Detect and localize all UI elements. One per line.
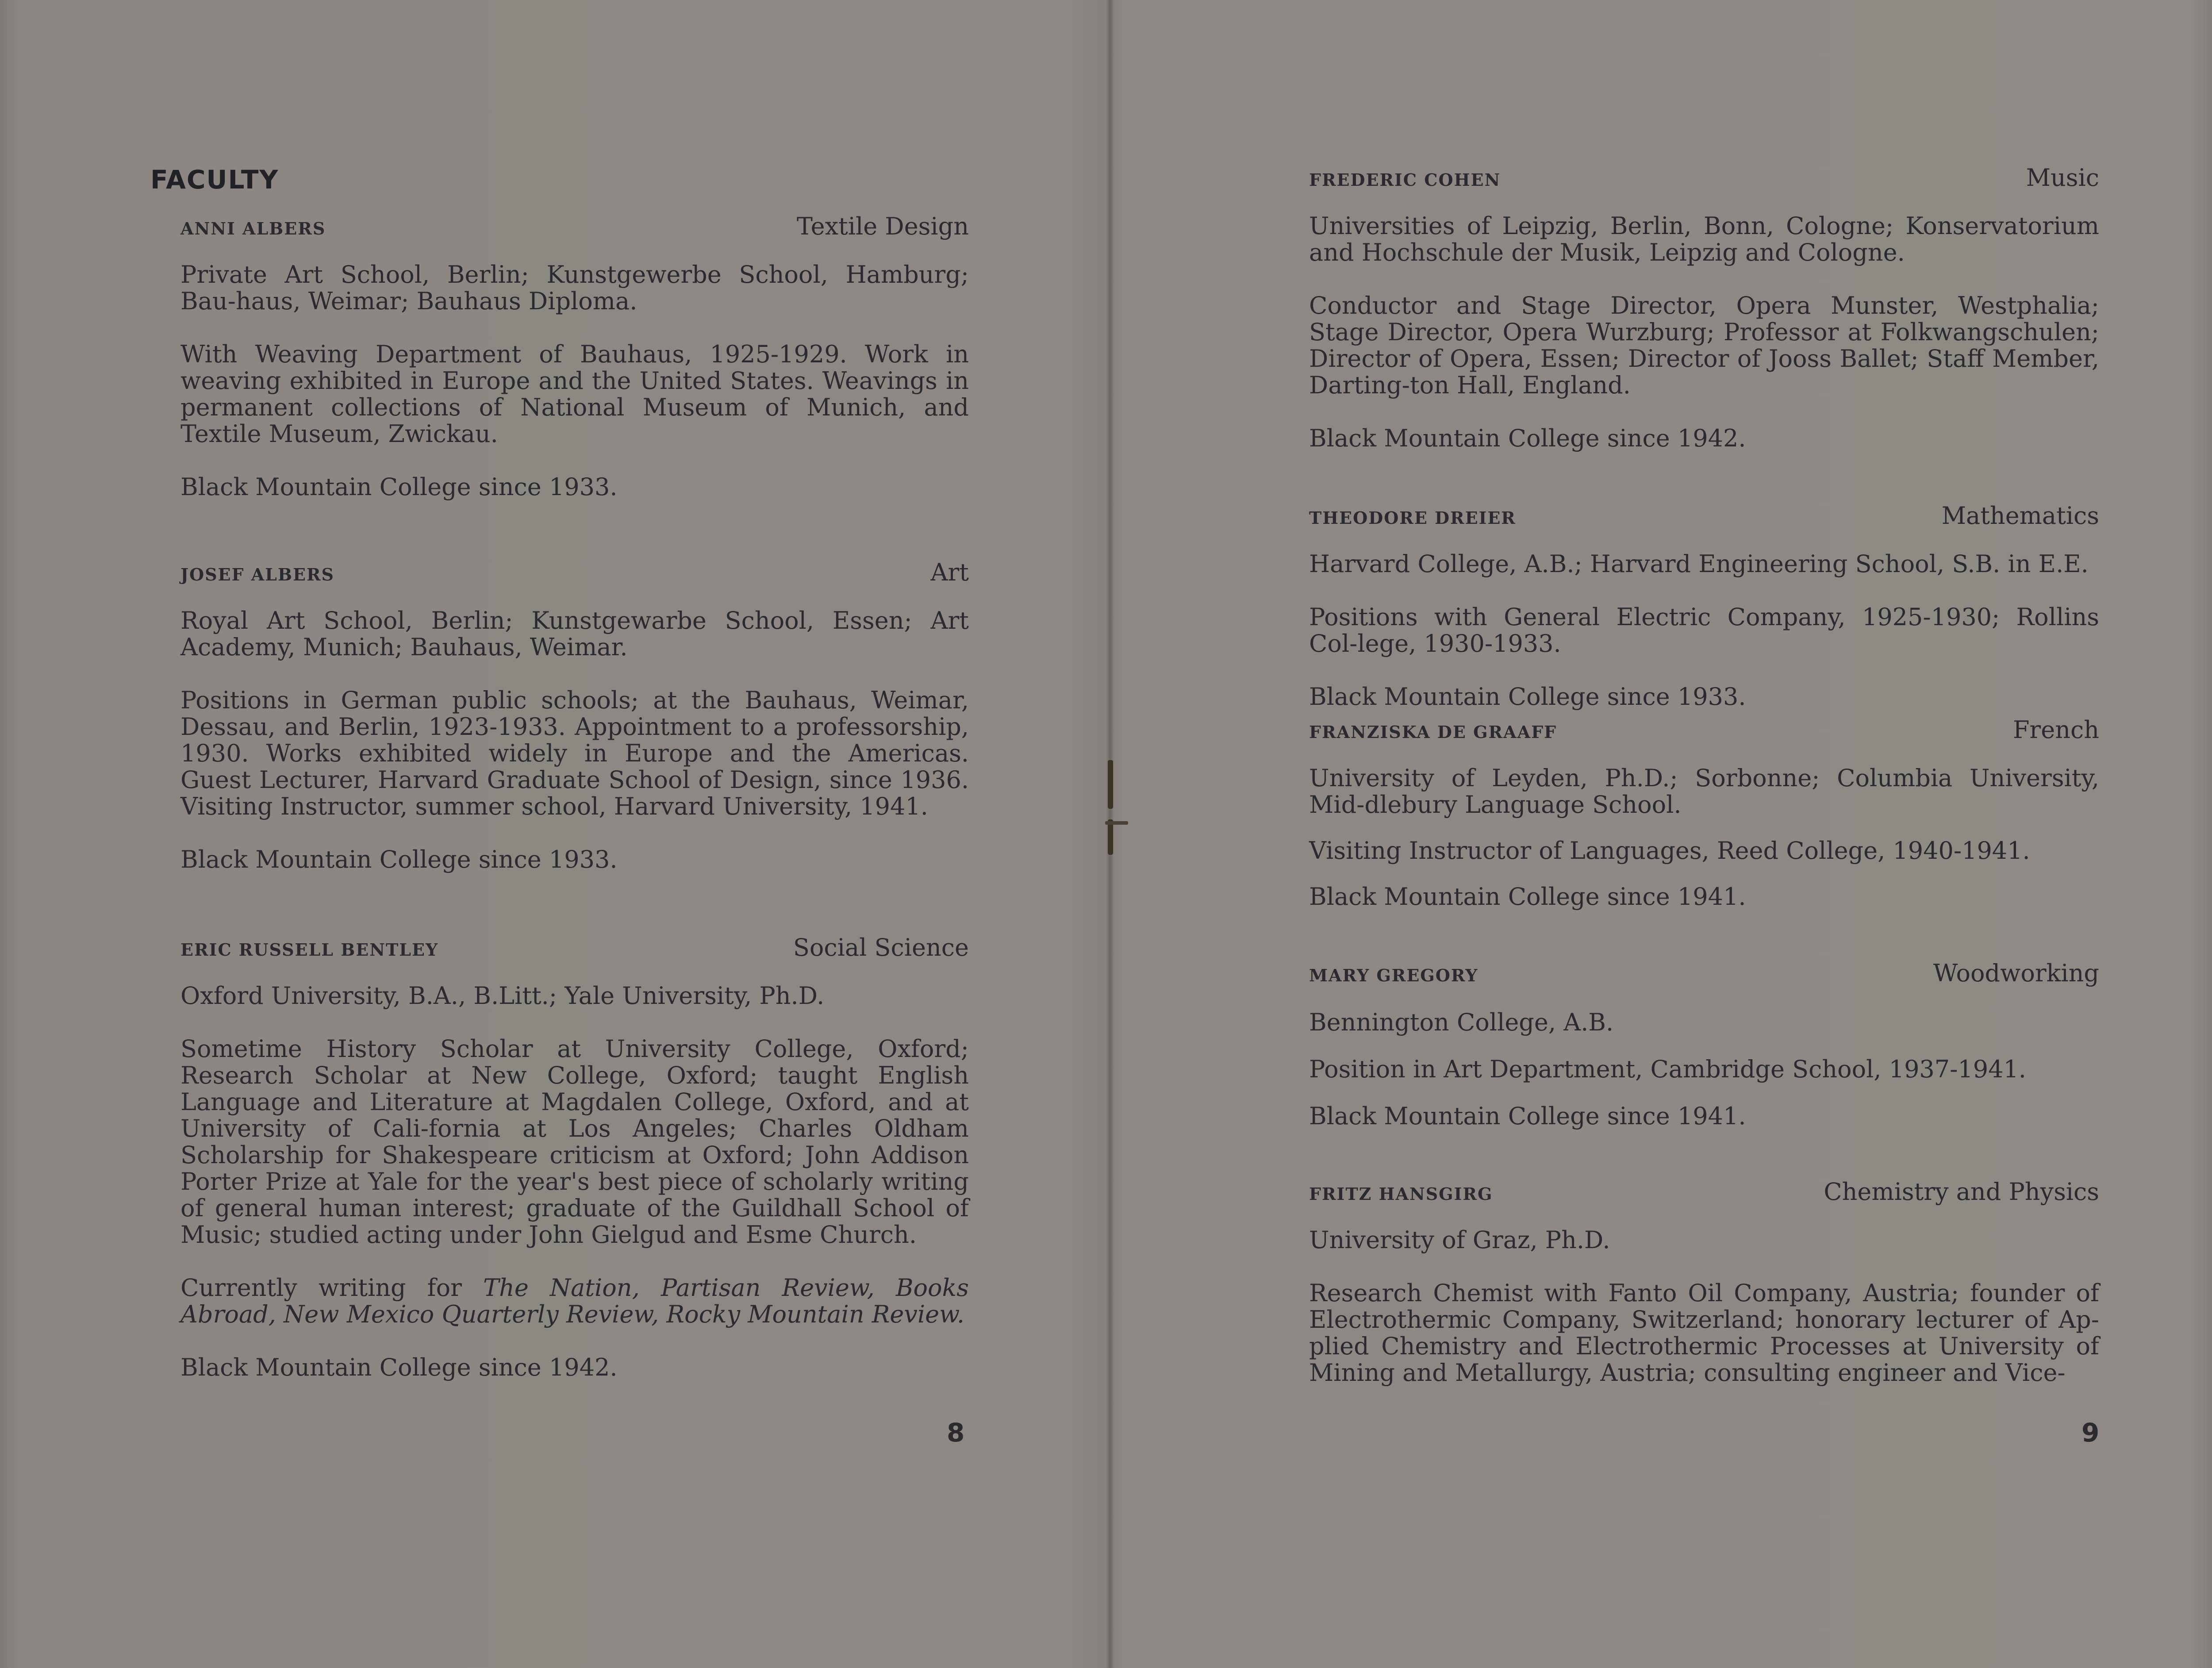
entry-paragraph: Black Mountain College since 1942. [180, 1353, 618, 1381]
entry-paragraph: Conductor and Stage Director, Opera Munster, Westphalia; Stage Director, Opera Wurzburg; Professor at Folkwangschulen; Director of Opera, Essen; Director of Jooss Ballet; Staff Member, Darting-ton Hall, England. [1309, 292, 2099, 399]
faculty-entry [180, 934, 969, 1381]
faculty-subject: Chemistry and Physics [1824, 1178, 2099, 1206]
faculty-name: FRANZISKA DE GRAAFF [1309, 722, 1557, 742]
faculty-name: ANNI ALBERS [180, 219, 326, 238]
entry-paragraph: Positions with General Electric Company, 1925-1930; Rollins Col-lege, 1930-1933. [1309, 603, 2099, 657]
entry-paragraph: Black Mountain College since 1942. [1309, 424, 1746, 452]
entry-paragraph: With Weaving Department of Bauhaus, 1925-1929. Work in weaving exhibited in Europe and the United States. Weavings in permanent collections of National Museum of Munich, and Textile Museum, Zwickau. [180, 340, 969, 448]
entry-paragraph: Visiting Instructor of Languages, Reed College, 1940-1941. [1309, 837, 2030, 865]
faculty-subject: Music [2026, 164, 2099, 192]
faculty-subject: Art [930, 558, 969, 586]
entry-header [1309, 959, 2099, 987]
faculty-subject: French [2012, 716, 2099, 744]
entry-paragraph: Black Mountain College since 1933. [180, 473, 618, 501]
faculty-entry [180, 558, 969, 873]
page-heading: FACULTY [150, 165, 279, 195]
faculty-subject: Mathematics [1941, 502, 2099, 530]
entry-paragraph: University of Graz, Ph.D. [1309, 1226, 1610, 1254]
right-page [1110, 0, 2212, 1668]
faculty-subject: Textile Design [796, 212, 969, 240]
entry-paragraph: Research Chemist with Fanto Oil Company, Austria; founder of Electrothermic Company, Switzerland; honorary lecturer of Ap-plied Chemistry and Electrothermic Processes at University of Mining and Metallurgy, Austria; consulting engineer and Vice- [1309, 1279, 2099, 1387]
faculty-entry [180, 212, 969, 500]
entry-paragraph: Positions in German public schools; at the Bauhaus, Weimar, Dessau, and Berlin, 1923-1933. Appointment to a professorship, 1930. Works exhibited widely in Europe and the Americas. Guest Lecturer, Harvard Graduate School of Design, since 1936. Visiting Instructor, summer school, Harvard University, 1941. [180, 686, 969, 820]
entry-header [1309, 716, 2099, 744]
entry-paragraph: Black Mountain College since 1933. [180, 846, 618, 873]
faculty-name: THEODORE DREIER [1309, 508, 1516, 528]
faculty-name: JOSEF ALBERS [180, 565, 335, 584]
writing-prefix: Currently writing for [180, 1274, 484, 1302]
faculty-entry [1309, 164, 2099, 452]
entry-paragraph: Position in Art Department, Cambridge School, 1937-1941. [1309, 1055, 2026, 1083]
publication-titles: The Nation, Partisan Review, Books Abroad, New Mexico Quarterly Review, Rocky Mountain Review. [180, 1274, 969, 1328]
faculty-name: ERIC RUSSELL BENTLEY [180, 940, 439, 960]
page-number: 9 [2081, 1418, 2100, 1448]
faculty-name: FRITZ HANSGIRG [1309, 1184, 1493, 1204]
entry-paragraph: Bennington College, A.B. [1309, 1008, 1614, 1036]
faculty-name: FREDERIC COHEN [1309, 170, 1501, 190]
entry-paragraph: Universities of Leipzig, Berlin, Bonn, Cologne; Konservatorium and Hochschule der Musik, Leipzig and Cologne. [1309, 212, 2099, 266]
entry-header [180, 212, 969, 240]
entry-paragraph: Royal Art School, Berlin; Kunstgewarbe School, Essen; Art Academy, Munich; Bauhaus, Weimar. [180, 607, 969, 661]
entry-header [1309, 1178, 2099, 1206]
entry-paragraph: Black Mountain College since 1941. [1309, 1102, 1746, 1130]
faculty-entry [1309, 502, 2099, 710]
entry-paragraph: Private Art School, Berlin; Kunstgewerbe School, Hamburg; Bau-haus, Weimar; Bauhaus Diploma. [180, 261, 969, 315]
entry-paragraph: Black Mountain College since 1933. [1309, 683, 1746, 711]
entry-header [1309, 164, 2099, 192]
entry-paragraph: University of Leyden, Ph.D.; Sorbonne; Columbia University, Mid-dlebury Language School. [1309, 764, 2099, 819]
entry-header [180, 558, 969, 586]
entry-header [1309, 502, 2099, 530]
entry-paragraph: Harvard College, A.B.; Harvard Engineering School, S.B. in E.E. [1309, 550, 2089, 578]
entry-header [180, 934, 969, 961]
faculty-subject: Social Science [793, 934, 969, 961]
faculty-entry [1309, 1178, 2099, 1386]
faculty-entry [1309, 716, 2099, 910]
faculty-subject: Woodworking [1933, 959, 2099, 987]
page-number: 8 [947, 1418, 965, 1448]
faculty-name: MARY GREGORY [1309, 965, 1479, 985]
entry-paragraph [180, 1275, 969, 1328]
entry-paragraph: Oxford University, B.A., B.Litt.; Yale University, Ph.D. [180, 982, 825, 1010]
entry-paragraph: Black Mountain College since 1941. [1309, 883, 1746, 911]
faculty-entry [1309, 959, 2099, 1130]
entry-paragraph: Sometime History Scholar at University College, Oxford; Research Scholar at New College, Oxford; taught English Language and Literature at Magdalen College, Oxford, and at University of Cali-fornia at Los Angeles; Charles Oldham Scholarship for Shakespeare criticism at Oxford; John Addison Porter Prize at Yale for the year's best piece of scholarly writing of general human interest; graduate of the Guildhall School of Music; studied acting under John Gielgud and Esme Church. [180, 1035, 969, 1249]
